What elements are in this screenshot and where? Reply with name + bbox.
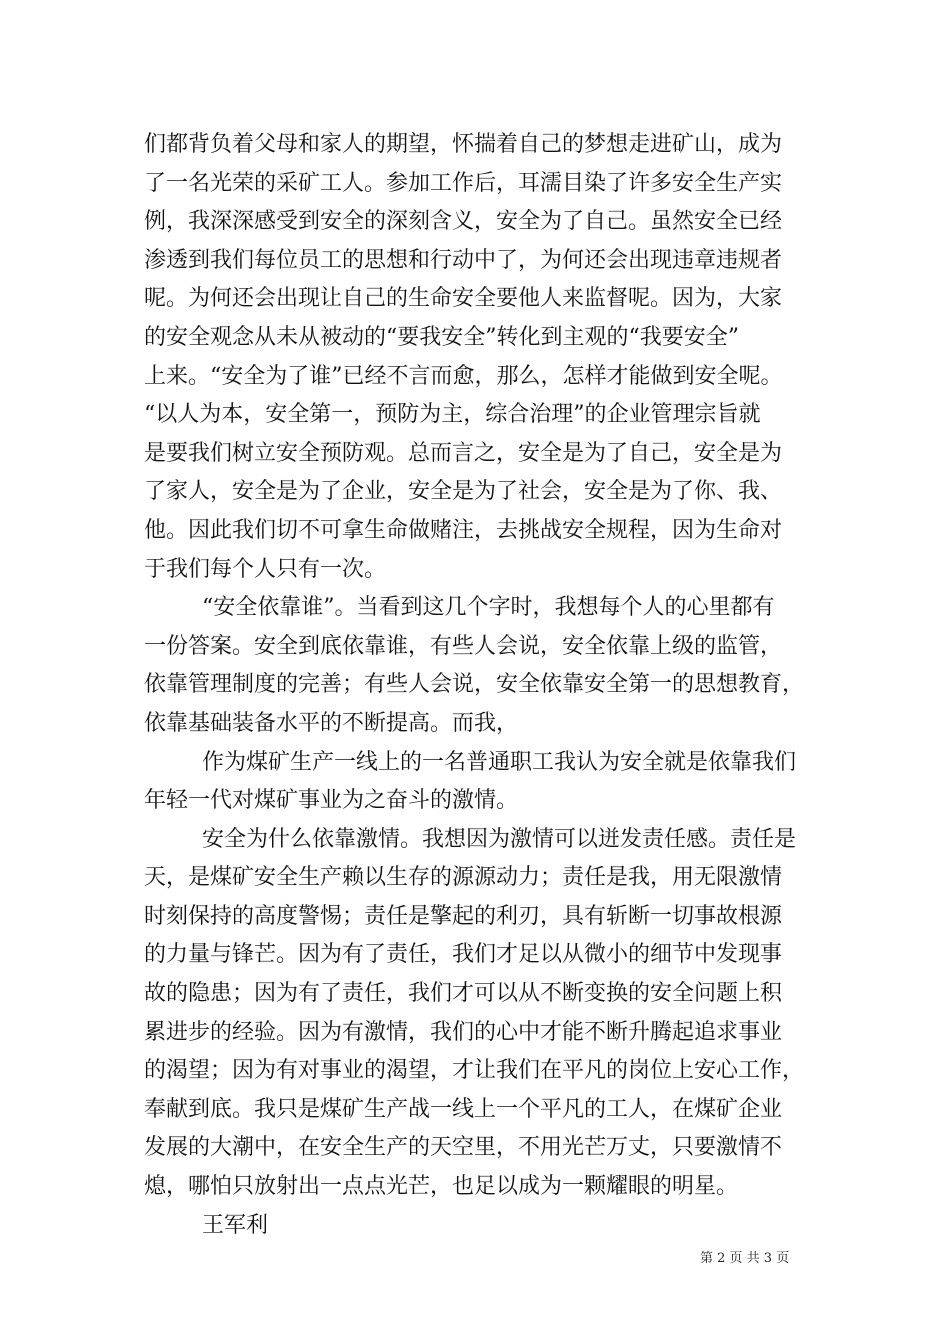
text-line: 们都背负着父母和家人的期望，怀揣着自己的梦想走进矿山，成为	[144, 132, 783, 157]
text-line: 了家人，安全是为了企业，安全是为了社会，安全是为了你、我、	[144, 479, 783, 505]
page-number: 第 2 页 共 3 页	[700, 1251, 790, 1266]
text-line: 时刻保持的高度警惕；责任是擎起的利刃，具有斩断一切事故根源	[144, 903, 783, 929]
text-line-paragraph-start: 安全为什么依靠激情。我想因为激情可以迸发责任感。责任是	[202, 826, 797, 852]
text-line: 了一名光荣的采矿工人。参加工作后，耳濡目染了许多安全生产实	[144, 170, 783, 196]
text-line: 依靠管理制度的完善；有些人会说，安全依靠安全第一的思想教育，	[144, 672, 805, 698]
text-line: 故的隐患；因为有了责任，我们才可以从不断变换的安全问题上积	[144, 981, 783, 1007]
text-line: 例，我深深感受到安全的深刻含义，安全为了自己。虽然安全已经	[144, 209, 783, 235]
text-line: 的渴望；因为有对事业的渴望，才让我们在平凡的岗位上安心工作，	[144, 1058, 805, 1084]
text-line: “以人为本，安全第一，预防为主，综合治理”的企业管理宗旨就	[144, 402, 761, 428]
text-line-paragraph-start: “安全依靠谁”。当看到这几个字时，我想每个人的心里都有	[202, 595, 775, 621]
text-line: 的安全观念从未从被动的“要我安全”转化到主观的“我要安全”	[144, 324, 739, 350]
text-line: 上来。“安全为了谁”已经不言而愈，那么，怎样才能做到安全呢。	[144, 363, 783, 389]
text-line: 一份答案。安全到底依靠谁，有些人会说，安全依靠上级的监管，	[144, 633, 783, 659]
text-line: 奉献到底。我只是煤矿生产战一线上一个平凡的工人，在煤矿企业	[144, 1096, 783, 1122]
text-line: 是要我们树立安全预防观。总而言之，安全是为了自己，安全是为	[144, 440, 783, 466]
text-line: 熄，哪怕只放射出一点点光芒，也足以成为一颗耀眼的明星。	[144, 1174, 739, 1200]
text-line: 年轻一代对煤矿事业为之奋斗的激情。	[144, 788, 519, 814]
text-line: 依靠基础装备水平的不断提高。而我，	[144, 710, 519, 736]
text-line: 呢。为何还会出现让自己的生命安全要他人来监督呢。因为，大家	[144, 286, 783, 312]
text-line: 天，是煤矿安全生产赖以生存的源源动力；责任是我，用无限激情	[144, 865, 783, 891]
text-line: 的力量与锋芒。因为有了责任，我们才足以从微小的细节中发现事	[144, 942, 783, 968]
text-line: 他。因此我们切不可拿生命做赌注，去挑战安全规程，因为生命对	[144, 517, 783, 543]
text-line-paragraph-start: 作为煤矿生产一线上的一名普通职工我认为安全就是依靠我们	[202, 749, 797, 775]
text-line: 于我们每个人只有一次。	[144, 556, 387, 582]
text-line: 累进步的经验。因为有激情，我们的心中才能不断升腾起追求事业	[144, 1019, 783, 1045]
text-line: 渗透到我们每位员工的思想和行动中了，为何还会出现违章违规者	[144, 247, 783, 273]
text-line: 发展的大潮中，在安全生产的天空里，不用光芒万丈，只要激情不	[144, 1135, 783, 1161]
body-text	[144, 126, 806, 1245]
author-signature: 王军利	[202, 1212, 269, 1238]
